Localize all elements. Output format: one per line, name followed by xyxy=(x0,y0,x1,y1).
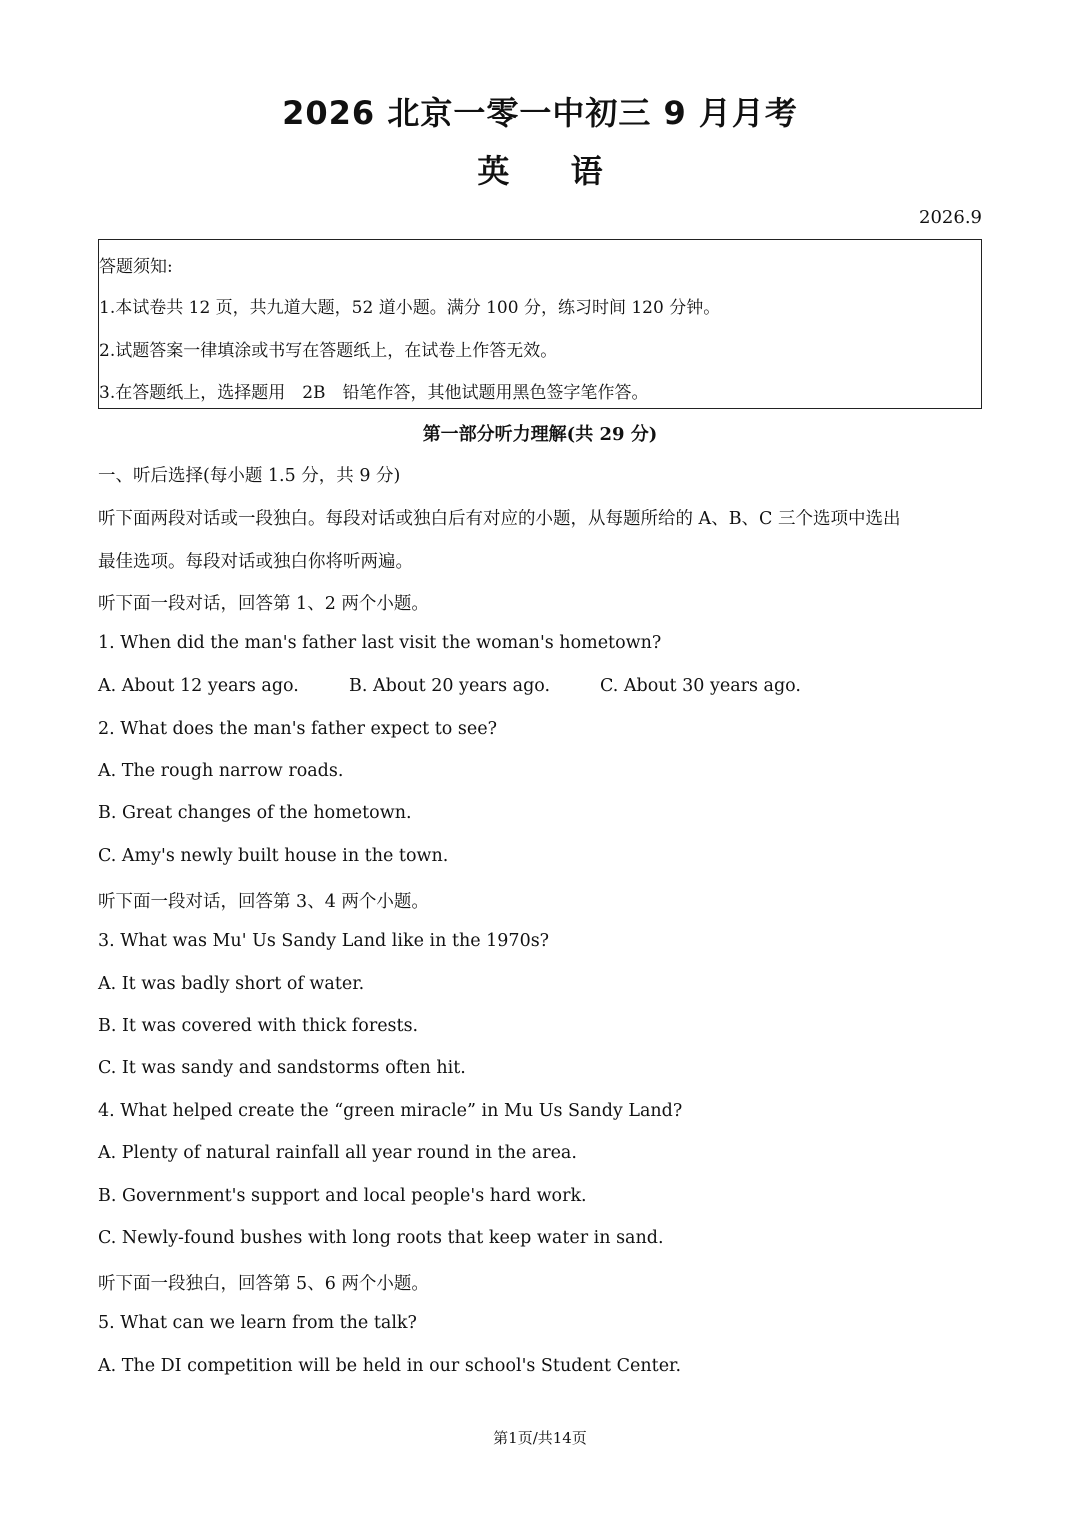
option-c: C. Amy's newly built house in the town. xyxy=(98,846,449,866)
option-a: A. Plenty of natural rainfall all year round in the area. xyxy=(98,1143,577,1163)
instruction-line: 最佳选项。每段对话或独白你将听两遍。 xyxy=(98,552,413,572)
exam-date: 2026.9 xyxy=(919,207,982,228)
option-c: C. About 30 years ago. xyxy=(600,676,801,696)
option-c: C. Newly-found bushes with long roots that keep water in sand. xyxy=(98,1228,664,1248)
option-a: A. The DI competition will be held in our school's Student Center. xyxy=(98,1356,682,1376)
section-title: 第一部分听力理解(共 29 分) xyxy=(422,424,658,445)
question-text: 2. What does the man's father expect to see? xyxy=(98,719,497,739)
instruction-line: 听下面两段对话或一段独白。每段对话或独白后有对应的小题，从每题所给的 A、B、C 三个选项中选出 xyxy=(98,509,901,529)
question-text: 4. What helped create the “green miracle” in Mu Us Sandy Land? xyxy=(98,1101,683,1121)
option-a: A. It was badly short of water. xyxy=(98,974,365,994)
group-intro: 听下面一段独白，回答第 5、6 两个小题。 xyxy=(98,1274,429,1294)
question-text: 1. When did the man's father last visit the woman's hometown? xyxy=(98,633,662,653)
option-b: B. Government's support and local people's hard work. xyxy=(98,1186,587,1206)
notice-heading: 答题须知: xyxy=(99,257,173,277)
notice-item: 3.在答题纸上，选择题用 2B 铅笔作答，其他试题用黑色签字笔作答。 xyxy=(99,383,649,403)
option-a: A. About 12 years ago. xyxy=(98,676,299,696)
notice-item: 2.试题答案一律填涂或书写在答题纸上，在试卷上作答无效。 xyxy=(99,341,558,361)
option-a: A. The rough narrow roads. xyxy=(98,761,344,781)
exam-title: 2026 北京一零一中初三 9 月月考 xyxy=(282,94,798,132)
group-intro: 听下面一段对话，回答第 1、2 两个小题。 xyxy=(98,594,429,614)
subject-title: 英 语 xyxy=(477,152,603,190)
group-intro: 听下面一段对话，回答第 3、4 两个小题。 xyxy=(98,892,429,912)
option-b: B. It was covered with thick forests. xyxy=(98,1016,419,1036)
part-heading: 一、听后选择(每小题 1.5 分，共 9 分) xyxy=(98,466,401,486)
question-text: 3. What was Mu' Us Sandy Land like in the 1970s? xyxy=(98,931,550,951)
option-b: B. About 20 years ago. xyxy=(349,676,551,696)
question-text: 5. What can we learn from the talk? xyxy=(98,1313,417,1333)
notice-item: 1.本试卷共 12 页，共九道大题，52 道小题。满分 100 分，练习时间 120 分钟。 xyxy=(99,298,721,318)
page-footer: 第1页/共14页 xyxy=(493,1429,587,1447)
option-b: B. Great changes of the hometown. xyxy=(98,803,412,823)
notice-box xyxy=(98,239,982,409)
option-c: C. It was sandy and sandstorms often hit. xyxy=(98,1058,466,1078)
